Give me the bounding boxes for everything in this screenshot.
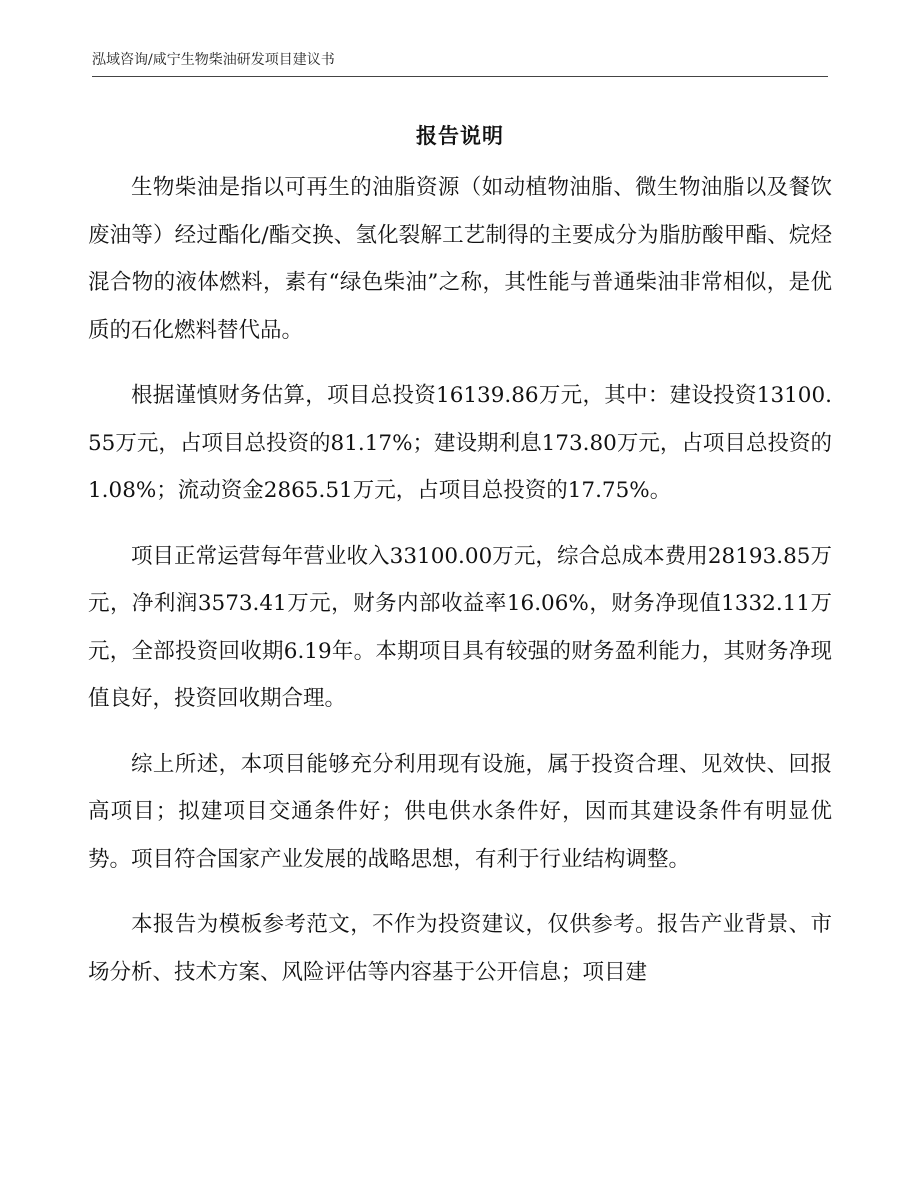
document-body — [88, 164, 832, 1014]
paragraph-revenue: 项目正常运营每年营业收入33100.00万元，综合总成本费用28193.85万元，净利润3573.41万元，财务内部收益率16.06%，财务净现值1332.11万元，全部投资回收期6.19年。本期项目具有较强的财务盈利能力，其财务净现值良好，投资回收期合理。 — [88, 543, 832, 711]
running-header: 泓域咨询/咸宁生物柴油研发项目建议书 — [92, 50, 828, 77]
paragraph-investment: 根据谨慎财务估算，项目总投资16139.86万元，其中：建设投资13100.55万元，占项目总投资的81.17%；建设期利息173.80万元，占项目总投资的1.08%；流动资金2865.51万元，占项目总投资的17.75%。 — [88, 383, 832, 503]
paragraph-intro: 生物柴油是指以可再生的油脂资源（如动植物油脂、微生物油脂以及餐饮废油等）经过酯化/酯交换、氢化裂解工艺制得的主要成分为脂肪酸甲酯、烷烃混合物的液体燃料，素有“绿色柴油”之称，其性能与普通柴油非常相似，是优质的石化燃料替代品。 — [88, 175, 832, 343]
paragraph-disclaimer: 本报告为模板参考范文，不作为投资建议，仅供参考。报告产业背景、市场分析、技术方案、风险评估等内容基于公开信息；项目建 — [88, 912, 832, 985]
paragraph-summary: 综上所述，本项目能够充分利用现有设施，属于投资合理、见效快、回报高项目；拟建项目交通条件好；供电供水条件好，因而其建设条件有明显优势。项目符合国家产业发展的战略思想，有利于行业结构调整。 — [88, 751, 832, 872]
page-title: 报告说明 — [416, 123, 504, 148]
